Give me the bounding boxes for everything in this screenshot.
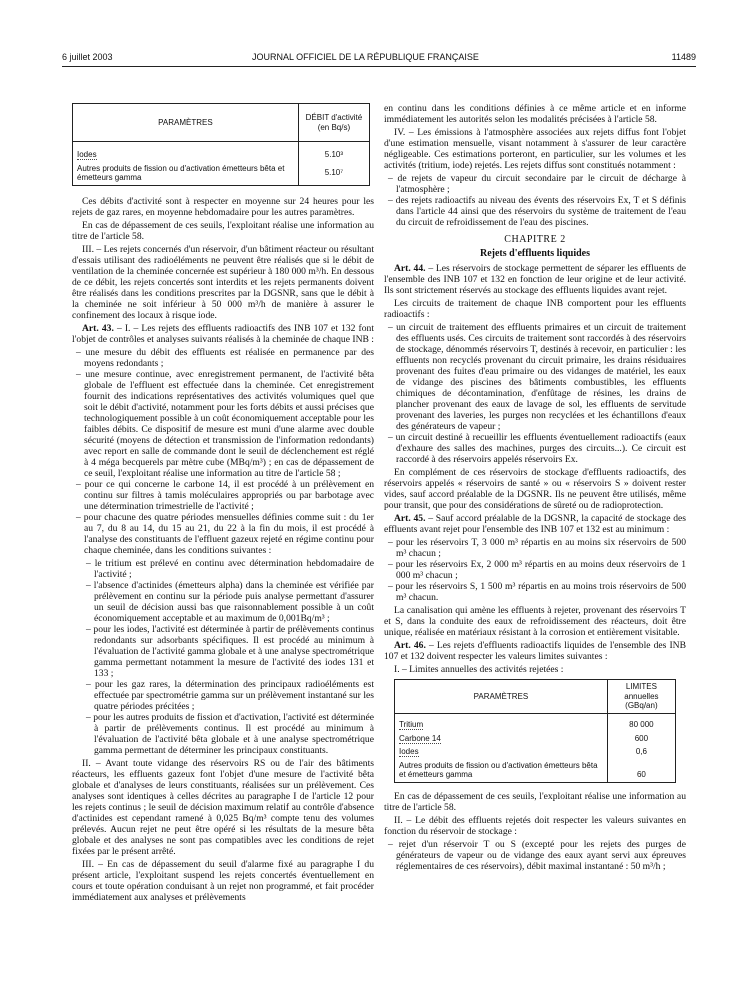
table-row: [395, 745, 676, 759]
table1-header-debit: DÉBIT d'activité (en Bq/s): [298, 104, 369, 142]
list-item: – pour les réservoirs T, 3 000 m³ répartis en au moins six réservoirs de 500 m³ chacun ;: [384, 537, 686, 559]
header-date: 6 juillet 2003: [62, 52, 113, 62]
article-text: – I. – Les rejets des effluents radioactifs des INB 107 et 132 font l'objet de contrôles et analyses suivants réalisés à la cheminée de chaque INB :: [72, 322, 374, 345]
paragraph: I. – Limites annuelles des activités rejetées :: [394, 664, 564, 675]
left-column: [72, 103, 374, 905]
table1-param: Iodes: [77, 150, 97, 159]
table1-value: 5.10⁷: [298, 162, 369, 186]
paragraph: IV. – Les émissions à l'atmosphère associées aux rejets diffus font l'objet d'une estimation mensuelle, visant notamment à s'assurer de leur caractère négligeable. Ces estimations porteront, en particulier, sur les volumes et les activités (tritium, iode) rejetés. Les rejets diffus sont constitués notamment :: [384, 127, 686, 171]
table-limites-annuelles: [394, 679, 676, 783]
list-item: – l'absence d'actinides (émetteurs alpha) dans la cheminée est vérifiée par prélèvement en continu sur la période puis analyse permettant d'assurer un seuil de décision aussi bas que raisonnablement possible à un coût économiquement acceptable et au maximum de 0,001Bq/m³ ;: [72, 580, 374, 624]
right-column: [384, 103, 686, 874]
article-label: Art. 43.: [82, 322, 114, 334]
table-row: [73, 162, 370, 186]
article-label: Art. 46.: [394, 640, 426, 651]
list-item: – rejet d'un réservoir T ou S (excepté pour les rejets des purges de générateurs de vapeur ou de vidange des eaux ayant servi aux épreuves réglementaires de ces réservoirs), débit maximal instantané : 50 m³/h ;: [384, 839, 686, 872]
paragraph: III. – En cas de dépassement du seuil d'alarme fixé au paragraphe I du présent article, l'exploitant suspend les rejets concertés éventuellement en cours et toute opération conduisant à un rejet non programmé, et fait procéder immédiatement aux analyses et prélèvements: [72, 858, 374, 903]
table-row: [395, 714, 676, 732]
list-item: – une mesure continue, avec enregistrement permanent, de l'activité bêta globale de l'effluent est effectuée dans la cheminée. Cet enregistrement fournit des indications représentatives des activités volumiques quel que soit le débit d'activité, notamment pour les forts débits et aussi précises que technologiquement possible à un coût économiquement acceptable pour les faibles débits. Ce dispositif de mesure est muni d'une alarme avec double sécurité (moyens de détection et transmission de l'information redondants) avec report en salle de commande dont le seuil de déclenchement est réglé à 4 méga becquerels par mètre cube (MBq/m³) ; en cas de dépassement de ce seuil, l'exploitant réalise une information au titre de l'article 58 ;: [72, 369, 374, 479]
table2-header-param: PARAMÈTRES: [395, 680, 608, 714]
list-item: – pour les autres produits de fission et d'activation, l'activité est déterminée à partir de prélèvements continus. Il est procédé au minimum à l'évaluation de l'activité bêta globale et à une analyse spectrométrique gamma permettant de déterminer les principaux constituants.: [72, 712, 374, 756]
list-item: – le tritium est prélevé en continu avec détermination hebdomadaire de l'activité ;: [72, 558, 374, 580]
list-item: – pour les iodes, l'activité est déterminée à partir de prélèvements continus redondants sur adsorbants spécifiques. Il est procédé au minimum à l'évaluation de l'activité gamma globale et à une analyse spectrométrique gamma permettant notamment la mesure de l'activité des iodes 131 et 133 ;: [72, 624, 374, 679]
table2-value: 600: [607, 732, 675, 746]
article-46: [384, 640, 686, 662]
list: [384, 839, 686, 872]
list-item: – pour les gaz rares, la détermination des principaux radioéléments est effectuée par spectrométrie gamma sur un prélèvement instantané sur les quatre périodes précitées ;: [72, 679, 374, 712]
article-44: [384, 263, 686, 296]
sub-list: [72, 558, 374, 756]
table2-value: 60: [607, 759, 675, 783]
table1-value: 5.10³: [298, 142, 369, 162]
article-45: [384, 513, 686, 535]
paragraph: II. – Le débit des effluents rejetés doit respecter les valeurs suivantes en fonction du réservoir de stockage :: [384, 814, 686, 837]
table2-param: Tritium: [399, 720, 424, 729]
page-header: [62, 52, 696, 66]
table2-param: Iodes: [399, 747, 419, 756]
list-item: – un circuit destiné à recueillir les effluents éventuellement radioactifs (eaux d'exhaure des salles des machines, purges des circuits...). Ce circuit est raccordé à des réservoirs appelés réservoirs Ex.: [384, 432, 686, 465]
table2-header-limites: LIMITES annuelles (GBq/an): [607, 680, 675, 714]
paragraph: Les circuits de traitement de chaque INB comportent pour les effluents radioactifs :: [384, 298, 686, 320]
list-item: – pour les réservoirs S, 1 500 m³ répartis en au moins trois réservoirs de 500 m³ chacun.: [384, 581, 686, 603]
table2-param: Autres produits de fission ou d'activation émetteurs bêta et émetteurs gamma: [395, 759, 608, 783]
header-rule: [62, 66, 696, 67]
list-item: – des rejets radioactifs au niveau des évents des réservoirs Ex, T et S définis dans l'article 44 ainsi que des réservoirs du système de traitement de l'eau du circuit de refroidissement de l'eau des piscines.: [384, 195, 686, 228]
table1-param: Autres produits de fission ou d'activation émetteurs bêta et émetteurs gamma: [73, 162, 299, 186]
list: [384, 322, 686, 465]
chapter-title: Rejets d'effluents liquides: [480, 248, 590, 259]
article-text: – Les rejets d'effluents radioactifs liquides de l'ensemble des INB 107 et 132 doivent respecter les valeurs limites suivantes :: [384, 640, 687, 662]
paragraph: II. – Avant toute vidange des réservoirs RS ou de l'air des bâtiments réacteurs, les effluents gazeux font l'objet d'une mesure de l'activité bêta globale et d'analyses de leurs constituants, réalisées sur un prélèvement. Ces analyses sont identiques à celles décrites au paragraphe I de l'article 12 pour les rejets continus ; le seuil de décision maximum relatif au contrôle d'absence d'actinides est cependant ramené à 0,025 Bq/m³ compte tenu des volumes prélevés. Aucun rejet ne peut être opéré si les résultats de la mesure bêta globale et des analyses ne sont pas compatibles avec les conditions de rejet fixées par le présent arrêté.: [72, 757, 374, 857]
header-page-number: 11489: [671, 52, 696, 62]
paragraph: En cas de dépassement de ces seuils, l'exploitant réalise une information au titre de l'article 58.: [384, 790, 686, 813]
table-debit-activite: [72, 103, 370, 186]
table-row: [395, 732, 676, 746]
paragraph: La canalisation qui amène les effluents à rejeter, provenant des réservoirs T et S, dans la conduite des eaux de refroidissement des réacteurs, doit être unique, réalisée en matériaux résistant à la corrosion et entièrement visitable.: [384, 605, 686, 638]
article-label: Art. 45.: [394, 513, 426, 524]
list-item: – pour les réservoirs Ex, 2 000 m³ répartis en au moins deux réservoirs de 1 000 m³ chacun ;: [384, 559, 686, 581]
article-text: – Les réservoirs de stockage permettent de séparer les effluents de l'ensemble des INB 107 et 132 en fonction de leur origine et de leur activité. Ils sont strictement réservés au stockage des effluents liquides avant rejet.: [384, 263, 686, 296]
list-item: – pour chacune des quatre périodes mensuelles définies comme suit : du 1er au 7, du 8 au 14, du 15 au 21, du 22 à la fin du mois, il est procédé à l'analyse des constituants de l'effluent gazeux rejeté en régime continu pour chaque cheminée, dans les conditions suivantes :: [72, 512, 374, 556]
table-row: [73, 142, 370, 162]
list-item: – pour ce qui concerne le carbone 14, il est procédé à un prélèvement en continu sur filtres à tamis moléculaires appropriés ou par barbotage avec une détermination trimestrielle de l'activité ;: [72, 479, 374, 512]
article-43-intro: [72, 323, 374, 345]
chapter-heading: CHAPITRE 2: [504, 234, 566, 245]
list-item: – une mesure du débit des effluents est réalisée en permanence par des moyens redondants ;: [72, 347, 374, 369]
article-text: – Sauf accord préalable de la DGSNR, la capacité de stockage des effluents avant rejet pour l'ensemble des INB 107 et 132 est au minimum :: [384, 513, 687, 535]
article-label: Art. 44.: [394, 263, 426, 274]
table-row: [395, 759, 676, 783]
list-item: – de rejets de vapeur du circuit secondaire par le circuit de décharge à l'atmosphère ;: [384, 173, 686, 195]
list: [384, 173, 686, 228]
paragraph: Ces débits d'activité sont à respecter en moyenne sur 24 heures pour les rejets de gaz rares, en moyenne hebdomadaire pour les autres paramètres.: [72, 195, 374, 218]
table2-value: 80 000: [607, 714, 675, 732]
paragraph: En complément de ces réservoirs de stockage d'effluents radioactifs, des réservoirs appelés « réservoirs de santé » ou « réservoirs S » doivent rester vides, sauf accord préalable de la DGSNR. Ils ne peuvent être utilisés, même pour transit, que pour des considérations de sûreté ou de radioprotection.: [384, 467, 686, 511]
paragraph: III. – Les rejets concernés d'un réservoir, d'un bâtiment réacteur ou résultant d'essais utilisant des radioéléments ne peuvent être réalisés que si le débit de ventilation de la cheminée concernée est supérieur à 180 000 m³/h. En dessous de ce débit, les rejets concertés sont interdits et les rejets permanents doivent être réalisés dans les conditions prescrites par la DGSNR, sans que le débit à la cheminée ne soit inférieur à 50 000 m³/h de manière à assurer le confinement des locaux à risque iode.: [72, 243, 374, 321]
table2-param: Carbone 14: [399, 733, 441, 743]
table1-header-param: PARAMÈTRES: [73, 104, 299, 142]
list: [72, 347, 374, 556]
table2-value: 0,6: [607, 745, 675, 759]
header-title: JOURNAL OFFICIEL DE LA RÉPUBLIQUE FRANÇAISE: [252, 52, 479, 62]
paragraph: En cas de dépassement de ces seuils, l'exploitant réalise une information au titre de l'article 58.: [72, 219, 374, 242]
list-item: – un circuit de traitement des effluents primaires et un circuit de traitement des effluents usés. Ces circuits de traitement sont raccordés à des réservoirs de stockage, dénommés réservoirs T, destinés à recevoir, en particulier : les effluents non recyclés provenant du circuit primaire, les drains résiduaires provenant des fuites d'eau primaire ou des vidanges de matériel, les eaux de vidange des piscines des bâtiments combustibles, les effluents chimiques de décontamination, d'enfûtage de résines, les drains de plancher provenant des eaux de lavage de sol, les effluents de servitude provenant des laveries, les purges non recyclées et les échantillons d'eaux des générateurs de vapeur ;: [384, 322, 686, 432]
list: [384, 537, 686, 603]
paragraph: en continu dans les conditions définies à ce même article et en informe immédiatement les autorités selon les modalités précisées à l'article 58.: [384, 103, 686, 125]
